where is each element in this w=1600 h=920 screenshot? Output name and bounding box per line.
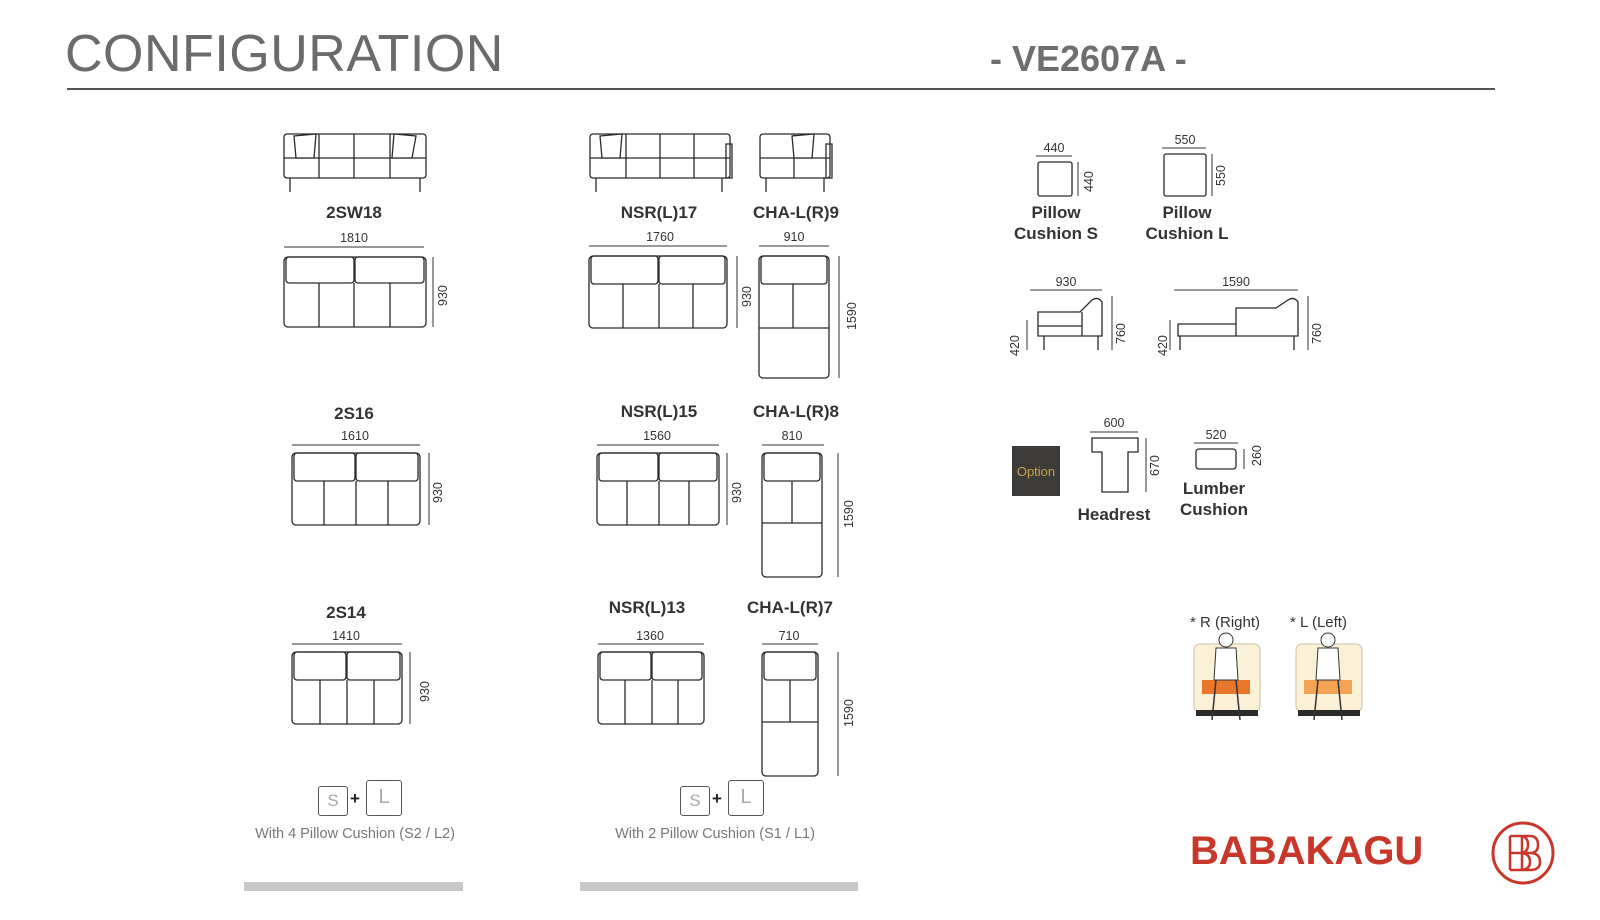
plus-sign: + xyxy=(712,789,722,808)
sofa-plan-nsr15 xyxy=(595,445,745,530)
width-dim-2sw18: 1810 xyxy=(340,231,368,245)
sofa-plan-nsr17 xyxy=(587,246,747,338)
side-view-2-seat: 420 xyxy=(1156,335,1170,356)
chaise-plan-cha8 xyxy=(760,445,850,585)
sofa-front-view-nsr17 xyxy=(588,130,736,196)
model-label-2s14: 2S14 xyxy=(326,603,366,622)
sofa-front-view-2sw18 xyxy=(282,130,432,196)
pillow-cushion-l-label: Pillow Cushion L xyxy=(1145,203,1229,243)
width-dim-nsr17: 1760 xyxy=(646,230,674,244)
width-dim-cha7: 710 xyxy=(778,629,800,643)
depth-dim-2sw18: 930 xyxy=(436,285,450,306)
chaise-side-view-1590 xyxy=(1160,290,1320,362)
pillow-l-icon: L xyxy=(728,780,764,816)
left-orientation-label: * L (Left) xyxy=(1290,614,1347,631)
model-number: - VE2607A - xyxy=(990,38,1187,79)
caption-col2: With 2 Pillow Cushion (S1 / L1) xyxy=(615,826,815,842)
option-badge: Option xyxy=(1012,446,1060,496)
sofa-plan-2s14 xyxy=(290,644,420,729)
side-view-1-seat: 420 xyxy=(1008,335,1022,356)
pillow-s-icon: S xyxy=(680,786,710,816)
scrollbar-col1 xyxy=(244,882,463,891)
pillow-l-width: 550 xyxy=(1174,133,1196,147)
model-label-nsr17: NSR(L)17 xyxy=(620,203,698,222)
caption-col1: With 4 Pillow Cushion (S2 / L2) xyxy=(255,826,455,842)
sofa-plan-nsr13 xyxy=(596,644,711,729)
width-dim-2s16: 1610 xyxy=(341,429,369,443)
page-title: CONFIGURATION xyxy=(65,25,504,83)
plus-sign: + xyxy=(350,789,360,808)
model-label-cha8: CHA-L(R)8 xyxy=(753,402,839,421)
depth-dim-nsr17: 930 xyxy=(740,286,754,307)
brand-logo-text: BABAKAGU xyxy=(1190,829,1424,873)
width-dim-nsr15: 1560 xyxy=(643,429,671,443)
sofa-side-view-930 xyxy=(1010,290,1120,362)
chaise-plan-cha9 xyxy=(757,246,847,386)
side-view-2-height: 760 xyxy=(1310,323,1324,344)
pillow-cushion-s-label: Pillow Cushion S xyxy=(1013,203,1099,243)
depth-dim-nsr15: 930 xyxy=(730,482,744,503)
headrest-height: 670 xyxy=(1148,455,1162,476)
side-view-1-height: 760 xyxy=(1114,323,1128,344)
lumber-width: 520 xyxy=(1205,428,1227,442)
depth-dim-cha9: 1590 xyxy=(845,302,859,330)
pillow-s-width: 440 xyxy=(1043,141,1065,155)
lumber-height: 260 xyxy=(1250,445,1264,466)
pillow-s-height: 440 xyxy=(1082,171,1096,192)
model-label-2s16: 2S16 xyxy=(334,404,374,423)
right-orientation-illustration xyxy=(1192,630,1264,726)
chaise-plan-cha7 xyxy=(760,644,850,784)
sofa-plan-2sw18 xyxy=(282,247,442,337)
model-label-nsr13: NSR(L)13 xyxy=(608,598,686,617)
model-label-cha9: CHA-L(R)9 xyxy=(753,203,839,222)
pillow-s-icon: S xyxy=(318,786,348,816)
headrest-label: Headrest xyxy=(1077,505,1151,524)
scrollbar-col2 xyxy=(580,882,858,891)
width-dim-2s14: 1410 xyxy=(332,629,360,643)
lumber-cushion-label: Lumber Cushion xyxy=(1180,479,1248,519)
depth-dim-2s14: 930 xyxy=(418,681,432,702)
pillow-l-icon: L xyxy=(366,780,402,816)
depth-dim-cha7: 1590 xyxy=(842,699,856,727)
width-dim-nsr13: 1360 xyxy=(636,629,664,643)
headrest-width: 600 xyxy=(1103,416,1125,430)
side-view-2-width: 1590 xyxy=(1222,275,1250,289)
depth-dim-2s16: 930 xyxy=(431,482,445,503)
model-label-2sw18: 2SW18 xyxy=(326,203,382,222)
left-orientation-illustration xyxy=(1294,630,1366,726)
brand-emblem-icon xyxy=(1490,820,1556,886)
model-label-nsr15: NSR(L)15 xyxy=(620,402,698,421)
width-dim-cha8: 810 xyxy=(781,429,803,443)
width-dim-cha9: 910 xyxy=(783,230,805,244)
chaise-front-view xyxy=(758,130,833,196)
header-divider xyxy=(67,88,1495,90)
pillow-l-height: 550 xyxy=(1214,165,1228,186)
depth-dim-cha8: 1590 xyxy=(842,500,856,528)
model-label-cha7: CHA-L(R)7 xyxy=(747,598,833,617)
sofa-plan-2s16 xyxy=(290,445,440,530)
side-view-1-width: 930 xyxy=(1055,275,1077,289)
right-orientation-label: * R (Right) xyxy=(1190,614,1261,631)
